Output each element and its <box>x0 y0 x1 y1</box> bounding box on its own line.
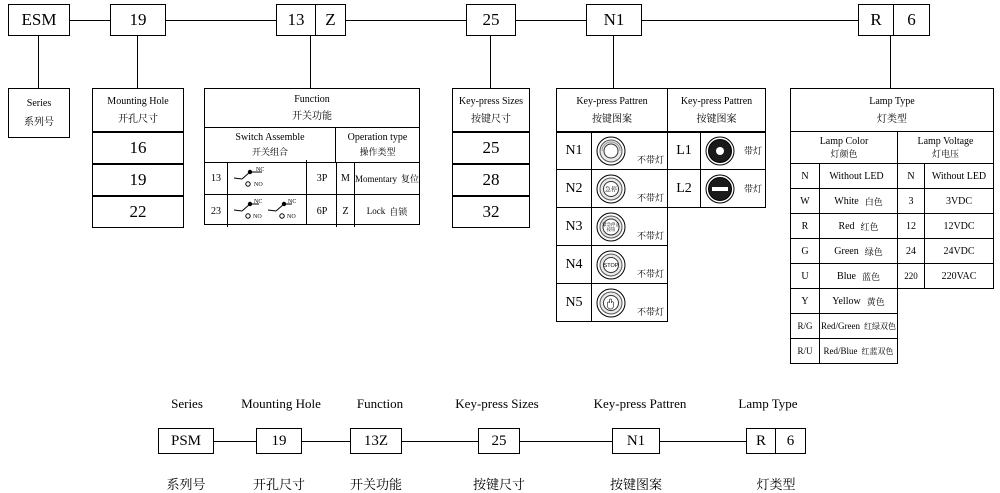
button-ring-icon <box>594 134 628 168</box>
bottom-cn-lamp-type-label: 灯类型 <box>756 478 796 493</box>
svg-text:紧急停止: 紧急停止 <box>602 222 620 228</box>
lamp-color-name-en: Yellow <box>832 295 861 307</box>
function-row-type-label: M <box>341 173 350 184</box>
keypress-pattern-box-lamped <box>668 88 766 132</box>
connector-line <box>346 20 466 21</box>
keypress-pattern-code-label: N2 <box>565 180 583 196</box>
svg-text:按钮: 按钮 <box>606 227 616 233</box>
bottom-cn-keypress-pattern <box>596 474 676 493</box>
lamp-color-header <box>790 132 898 164</box>
function-row <box>205 195 419 227</box>
lamp-color-name <box>820 314 897 338</box>
connector-line <box>166 20 276 21</box>
lamp-color-name <box>820 339 897 363</box>
keypress-size-option-25 <box>452 132 530 164</box>
function-row-name-cn: 复位 <box>401 175 420 185</box>
switch-assemble-cn: 开关组合 <box>251 148 288 158</box>
button-stop-en-icon <box>594 248 628 282</box>
lamp-voltage-header-en: Lamp Voltage <box>917 135 974 147</box>
lamp-voltage-row <box>898 214 994 239</box>
bottom-cn-series-label: 系列号 <box>166 478 206 493</box>
bottom-connector-line <box>660 441 746 442</box>
keypress-pattern-code <box>557 170 592 207</box>
bottom-cn-mounting-label: 开孔尺寸 <box>252 478 305 493</box>
function-row-type <box>337 195 355 227</box>
bottom-code-lamp-type <box>746 428 776 454</box>
keypress-pattern-code <box>557 284 592 321</box>
operation-type-en: Operation type <box>347 132 408 143</box>
mounting-hole-box <box>92 88 184 132</box>
keypress-size-box <box>452 88 530 132</box>
bottom-code-keypress-pattern <box>612 428 660 454</box>
top-code-keypress-size-label: 25 <box>482 10 500 29</box>
function-row-name-cn: 自锁 <box>389 207 408 218</box>
bottom-cn-keypress-size <box>459 474 539 493</box>
lamp-color-name-cn: 蓝色 <box>861 272 880 283</box>
contact-symbol-icon <box>228 163 308 193</box>
keypress-pattern-item-n5 <box>556 284 668 322</box>
button-stop-cn-icon <box>594 172 628 206</box>
keypress-size-label-cn: 按键尺寸 <box>471 113 511 125</box>
lamp-voltage-header <box>898 132 994 164</box>
lamp-voltage-code-label: N <box>907 170 915 182</box>
bottom-header-mounting-label: Mounting Hole <box>241 396 321 411</box>
function-row-poles <box>308 163 337 194</box>
keypress-size-label-en: Key-press Sizes <box>458 95 524 107</box>
keypress-pattern-note: 不带灯 <box>636 308 664 318</box>
lamp-color-name-cn: 红绿双色 <box>863 321 896 331</box>
top-code-lamp-voltage-label: 6 <box>907 10 916 29</box>
lamp-color-code-label: Y <box>801 295 809 307</box>
lamp-type-box <box>790 88 994 132</box>
keypress-pattern-item-n1 <box>556 132 668 170</box>
lamp-color-code-label: N <box>801 170 809 182</box>
lamp-color-name-en: Without LED <box>829 170 884 182</box>
function-row-poles-label: 3P <box>316 173 328 184</box>
button-lamp-dot-icon <box>703 134 737 168</box>
keypress-pattern-note: 不带灯 <box>636 156 664 166</box>
top-code-series-label: ESM <box>21 10 57 29</box>
connector-line <box>516 20 586 21</box>
lamp-voltage-code-label: 24 <box>906 245 916 257</box>
bottom-code-lamp-voltage-label: 6 <box>786 432 795 449</box>
bottom-code-lamp-voltage <box>776 428 806 454</box>
bottom-code-keypress-pattern-label: N1 <box>626 432 646 449</box>
lamp-voltage-header-cn: 灯电压 <box>931 149 959 160</box>
lamp-type-title-cn: 灯类型 <box>877 113 907 125</box>
function-row-type-label: Z <box>342 205 349 217</box>
contact-diagram-13 <box>228 163 308 194</box>
lamp-voltage-code <box>898 239 925 263</box>
lamp-voltage-name <box>925 264 993 288</box>
function-row-poles-label: 6P <box>316 205 328 217</box>
svg-text:NC: NC <box>254 199 263 205</box>
connector-line <box>642 20 858 21</box>
lamp-voltage-row <box>898 264 994 289</box>
button-emergency-cn-icon <box>594 210 628 244</box>
lamp-voltage-code <box>898 214 925 238</box>
bottom-connector-line <box>302 441 350 442</box>
bottom-code-function-label: 13Z <box>363 432 389 449</box>
function-title-cn: 开关功能 <box>292 111 332 122</box>
mounting-option-16 <box>92 132 184 164</box>
lamp-voltage-code-label: 12 <box>906 220 916 232</box>
bottom-code-series-label: PSM <box>170 432 202 449</box>
lamp-color-name-en: Green <box>834 245 859 257</box>
bottom-cn-keypress-pattern-label: 按键图案 <box>609 478 662 493</box>
lamp-voltage-name-label: 24VDC <box>943 245 975 257</box>
function-col-operation-type <box>336 128 419 162</box>
lamp-color-row <box>790 189 898 214</box>
function-row-name-en: Momentary <box>355 173 397 184</box>
contact-symbol-icon <box>228 195 308 225</box>
svg-text:急停: 急停 <box>604 186 618 193</box>
lamp-voltage-name-label: 12VDC <box>943 220 975 232</box>
lamp-color-code-label: R/G <box>797 321 813 331</box>
svg-text:NO: NO <box>287 214 296 220</box>
keypress-pattern-code <box>557 133 592 169</box>
lamp-color-header-en: Lamp Color <box>819 135 869 147</box>
lamp-color-code <box>791 164 820 188</box>
lamp-color-name <box>820 164 897 188</box>
keypress-pattern-note: 不带灯 <box>636 270 664 280</box>
top-code-keypress-size <box>466 4 516 36</box>
top-code-mounting <box>110 4 166 36</box>
top-code-series <box>8 4 70 36</box>
series-box <box>8 88 70 138</box>
top-code-function-b-label: Z <box>325 10 336 29</box>
bottom-code-mounting-label: 19 <box>271 432 287 449</box>
keypress-size-option-32 <box>452 196 530 228</box>
keypress-size-option-25-label: 25 <box>482 138 500 157</box>
top-code-lamp-voltage <box>894 4 930 36</box>
lamp-color-row <box>790 289 898 314</box>
function-row-code <box>205 195 228 227</box>
svg-text:NC: NC <box>288 199 297 205</box>
drop-line <box>310 36 311 88</box>
bottom-connector-line <box>214 441 256 442</box>
lamp-color-name-en: White <box>834 195 859 207</box>
top-code-mounting-label: 19 <box>129 10 147 29</box>
lamp-color-name-en: Red/Blue <box>823 346 858 356</box>
operation-type-cn: 操作类型 <box>359 148 396 158</box>
function-row-name <box>355 195 419 227</box>
lamp-color-code <box>791 314 820 338</box>
drop-line <box>890 36 891 88</box>
keypress-pattern-code <box>668 133 701 169</box>
keypress-pattern-item-n2 <box>556 170 668 208</box>
lamp-color-name <box>820 214 897 238</box>
lamp-voltage-row <box>898 239 994 264</box>
lamp-color-name <box>820 189 897 213</box>
function-row-name-en: Lock <box>366 206 386 216</box>
keypress-pattern-code-label: N1 <box>565 143 583 158</box>
lamp-color-code <box>791 264 820 288</box>
keypress-pattern-item-l1 <box>668 132 766 170</box>
switch-assemble-en: Switch Assemble <box>235 132 305 143</box>
lamp-color-code-label: R <box>801 220 809 232</box>
bottom-header-lamp-type <box>720 396 816 412</box>
mounting-option-19 <box>92 164 184 196</box>
lamp-voltage-code <box>898 164 925 188</box>
lamp-voltage-name <box>925 164 993 188</box>
function-row-code <box>205 163 228 194</box>
keypress-pattern-code <box>668 170 701 207</box>
lamp-color-name-en: Red/Green <box>821 321 860 331</box>
lamp-color-name <box>820 239 897 263</box>
top-code-keypress-pattern-label: N1 <box>603 10 625 29</box>
lamp-color-name-cn: 黄色 <box>866 297 885 308</box>
function-row-type <box>337 163 355 194</box>
lamp-color-code <box>791 289 820 313</box>
bottom-header-keypress-size-label: Key-press Sizes <box>455 396 539 411</box>
lamp-color-name-cn: 白色 <box>864 197 883 208</box>
function-row-code-label: 13 <box>211 173 221 184</box>
lamp-color-code-label: G <box>801 245 809 257</box>
lamp-voltage-name-label: 220VAC <box>941 270 977 282</box>
keypress-size-option-32-label: 32 <box>482 202 500 221</box>
lamp-voltage-code <box>898 264 925 288</box>
bottom-header-function-label: Function <box>356 396 404 411</box>
bottom-cn-function <box>336 474 416 493</box>
lamp-color-name-cn: 红色 <box>860 222 879 233</box>
bottom-header-mounting <box>222 396 340 412</box>
lamp-color-name-en: Red <box>838 220 855 232</box>
mounting-option-19-label: 19 <box>129 170 147 189</box>
lamp-color-name <box>820 289 897 313</box>
function-col-switch-assemble <box>205 128 336 162</box>
function-box <box>204 88 420 225</box>
bottom-connector-line <box>520 441 612 442</box>
function-row-poles <box>308 195 337 227</box>
bottom-header-series-label: Series <box>171 396 203 411</box>
lamp-color-row <box>790 214 898 239</box>
lamp-voltage-name-label: Without LED <box>931 170 987 182</box>
top-code-function-b <box>316 4 346 36</box>
bottom-cn-lamp-type <box>736 474 816 493</box>
function-title-en: Function <box>294 94 330 105</box>
keypress-pattern-note: 带灯 <box>743 147 762 157</box>
series-box-label-cn: 系列号 <box>24 117 54 128</box>
lamp-color-row <box>790 239 898 264</box>
button-hand-icon <box>594 286 628 320</box>
function-row-divider <box>306 160 307 224</box>
bottom-header-keypress-pattern <box>570 396 710 412</box>
keypress-pattern-code-label: N5 <box>565 294 583 310</box>
lamp-voltage-name <box>925 239 993 263</box>
function-row-code-label: 23 <box>211 205 221 217</box>
series-box-label-en: Series <box>26 98 52 109</box>
bottom-header-keypress-size <box>432 396 562 412</box>
lamp-color-row <box>790 264 898 289</box>
keypress-pattern-label-cn: 按键图案 <box>592 113 632 125</box>
contact-diagram-23 <box>228 195 308 227</box>
keypress-size-option-28-label: 28 <box>482 170 500 189</box>
top-code-keypress-pattern <box>586 4 642 36</box>
bottom-header-keypress-pattern-label: Key-press Pattren <box>593 396 687 411</box>
bottom-header-lamp-type-label: Lamp Type <box>738 396 798 411</box>
keypress-pattern-code <box>557 208 592 245</box>
keypress-pattern-lamped-label-cn: 按键图案 <box>696 113 737 125</box>
lamp-voltage-row <box>898 164 994 189</box>
function-row-name <box>355 163 419 194</box>
mounting-hole-label-en: Mounting Hole <box>107 95 169 107</box>
mounting-option-22 <box>92 196 184 228</box>
lamp-voltage-code <box>898 189 925 213</box>
keypress-pattern-item-l2 <box>668 170 766 208</box>
bottom-cn-mounting <box>239 474 319 493</box>
keypress-pattern-note: 带灯 <box>743 185 762 195</box>
keypress-pattern-code-label: N3 <box>565 218 583 234</box>
keypress-pattern-code-label: L2 <box>676 180 692 196</box>
lamp-color-name-en: Blue <box>837 270 856 282</box>
lamp-color-code-label: U <box>801 270 809 282</box>
bottom-header-series <box>150 396 224 412</box>
connector-line <box>70 20 110 21</box>
mounting-hole-label-cn: 开孔尺寸 <box>118 113 158 125</box>
keypress-pattern-label-en: Key-press Pattren <box>576 95 648 107</box>
lamp-color-code-label: R/U <box>797 346 813 356</box>
lamp-color-code <box>791 189 820 213</box>
svg-text:NC: NC <box>256 167 265 173</box>
lamp-voltage-name <box>925 214 993 238</box>
keypress-pattern-box <box>556 88 668 132</box>
lamp-voltage-name <box>925 189 993 213</box>
top-code-lamp-type <box>858 4 894 36</box>
lamp-type-title-en: Lamp Type <box>869 95 915 107</box>
drop-line <box>38 36 39 88</box>
svg-text:STOP: STOP <box>603 262 619 269</box>
keypress-pattern-code-label: N4 <box>565 256 583 272</box>
lamp-color-name-cn: 绿色 <box>864 247 883 258</box>
lamp-color-header-cn: 灯颜色 <box>830 149 858 160</box>
drop-line <box>613 36 614 88</box>
mounting-option-22-label: 22 <box>129 202 147 221</box>
svg-text:NO: NO <box>254 182 263 188</box>
bottom-connector-line <box>402 441 478 442</box>
top-code-function-a-label: 13 <box>287 10 305 29</box>
bottom-header-function <box>340 396 420 412</box>
bottom-code-keypress-size <box>478 428 520 454</box>
mounting-option-16-label: 16 <box>129 138 147 157</box>
keypress-pattern-note: 不带灯 <box>636 194 664 204</box>
lamp-color-code-label: W <box>800 195 810 207</box>
lamp-color-name <box>820 264 897 288</box>
lamp-color-code <box>791 339 820 363</box>
drop-line <box>490 36 491 88</box>
svg-text:NO: NO <box>253 214 262 220</box>
lamp-color-code <box>791 214 820 238</box>
bottom-cn-keypress-size-label: 按键尺寸 <box>472 478 525 493</box>
bottom-code-mounting <box>256 428 302 454</box>
function-box-title <box>205 89 419 128</box>
lamp-voltage-name-label: 3VDC <box>945 195 973 207</box>
lamp-voltage-row <box>898 189 994 214</box>
keypress-pattern-item-n3 <box>556 208 668 246</box>
bottom-code-keypress-size-label: 25 <box>491 432 507 449</box>
bottom-cn-function-label: 开关功能 <box>349 478 402 493</box>
keypress-pattern-note: 不带灯 <box>636 232 664 242</box>
bottom-code-lamp-type-label: R <box>755 432 766 449</box>
lamp-color-row <box>790 339 898 364</box>
top-code-lamp-type-label: R <box>870 10 882 29</box>
drop-line <box>137 36 138 88</box>
keypress-pattern-code <box>557 246 592 283</box>
lamp-voltage-code-label: 3 <box>908 195 914 207</box>
lamp-color-row <box>790 314 898 339</box>
keypress-pattern-lamped-label-en: Key-press Pattren <box>680 95 753 107</box>
lamp-color-row <box>790 164 898 189</box>
lamp-color-code <box>791 239 820 263</box>
function-row <box>205 163 419 195</box>
bottom-code-function <box>350 428 402 454</box>
keypress-pattern-item-n4 <box>556 246 668 284</box>
lamp-color-name-cn: 红蓝双色 <box>861 346 894 356</box>
keypress-size-option-28 <box>452 164 530 196</box>
bottom-code-series <box>158 428 214 454</box>
top-code-function-a <box>276 4 316 36</box>
bottom-cn-series <box>158 474 214 493</box>
button-lamp-bar-icon <box>703 172 737 206</box>
lamp-voltage-code-label: 220 <box>904 271 918 281</box>
keypress-pattern-code-label: L1 <box>676 143 692 158</box>
